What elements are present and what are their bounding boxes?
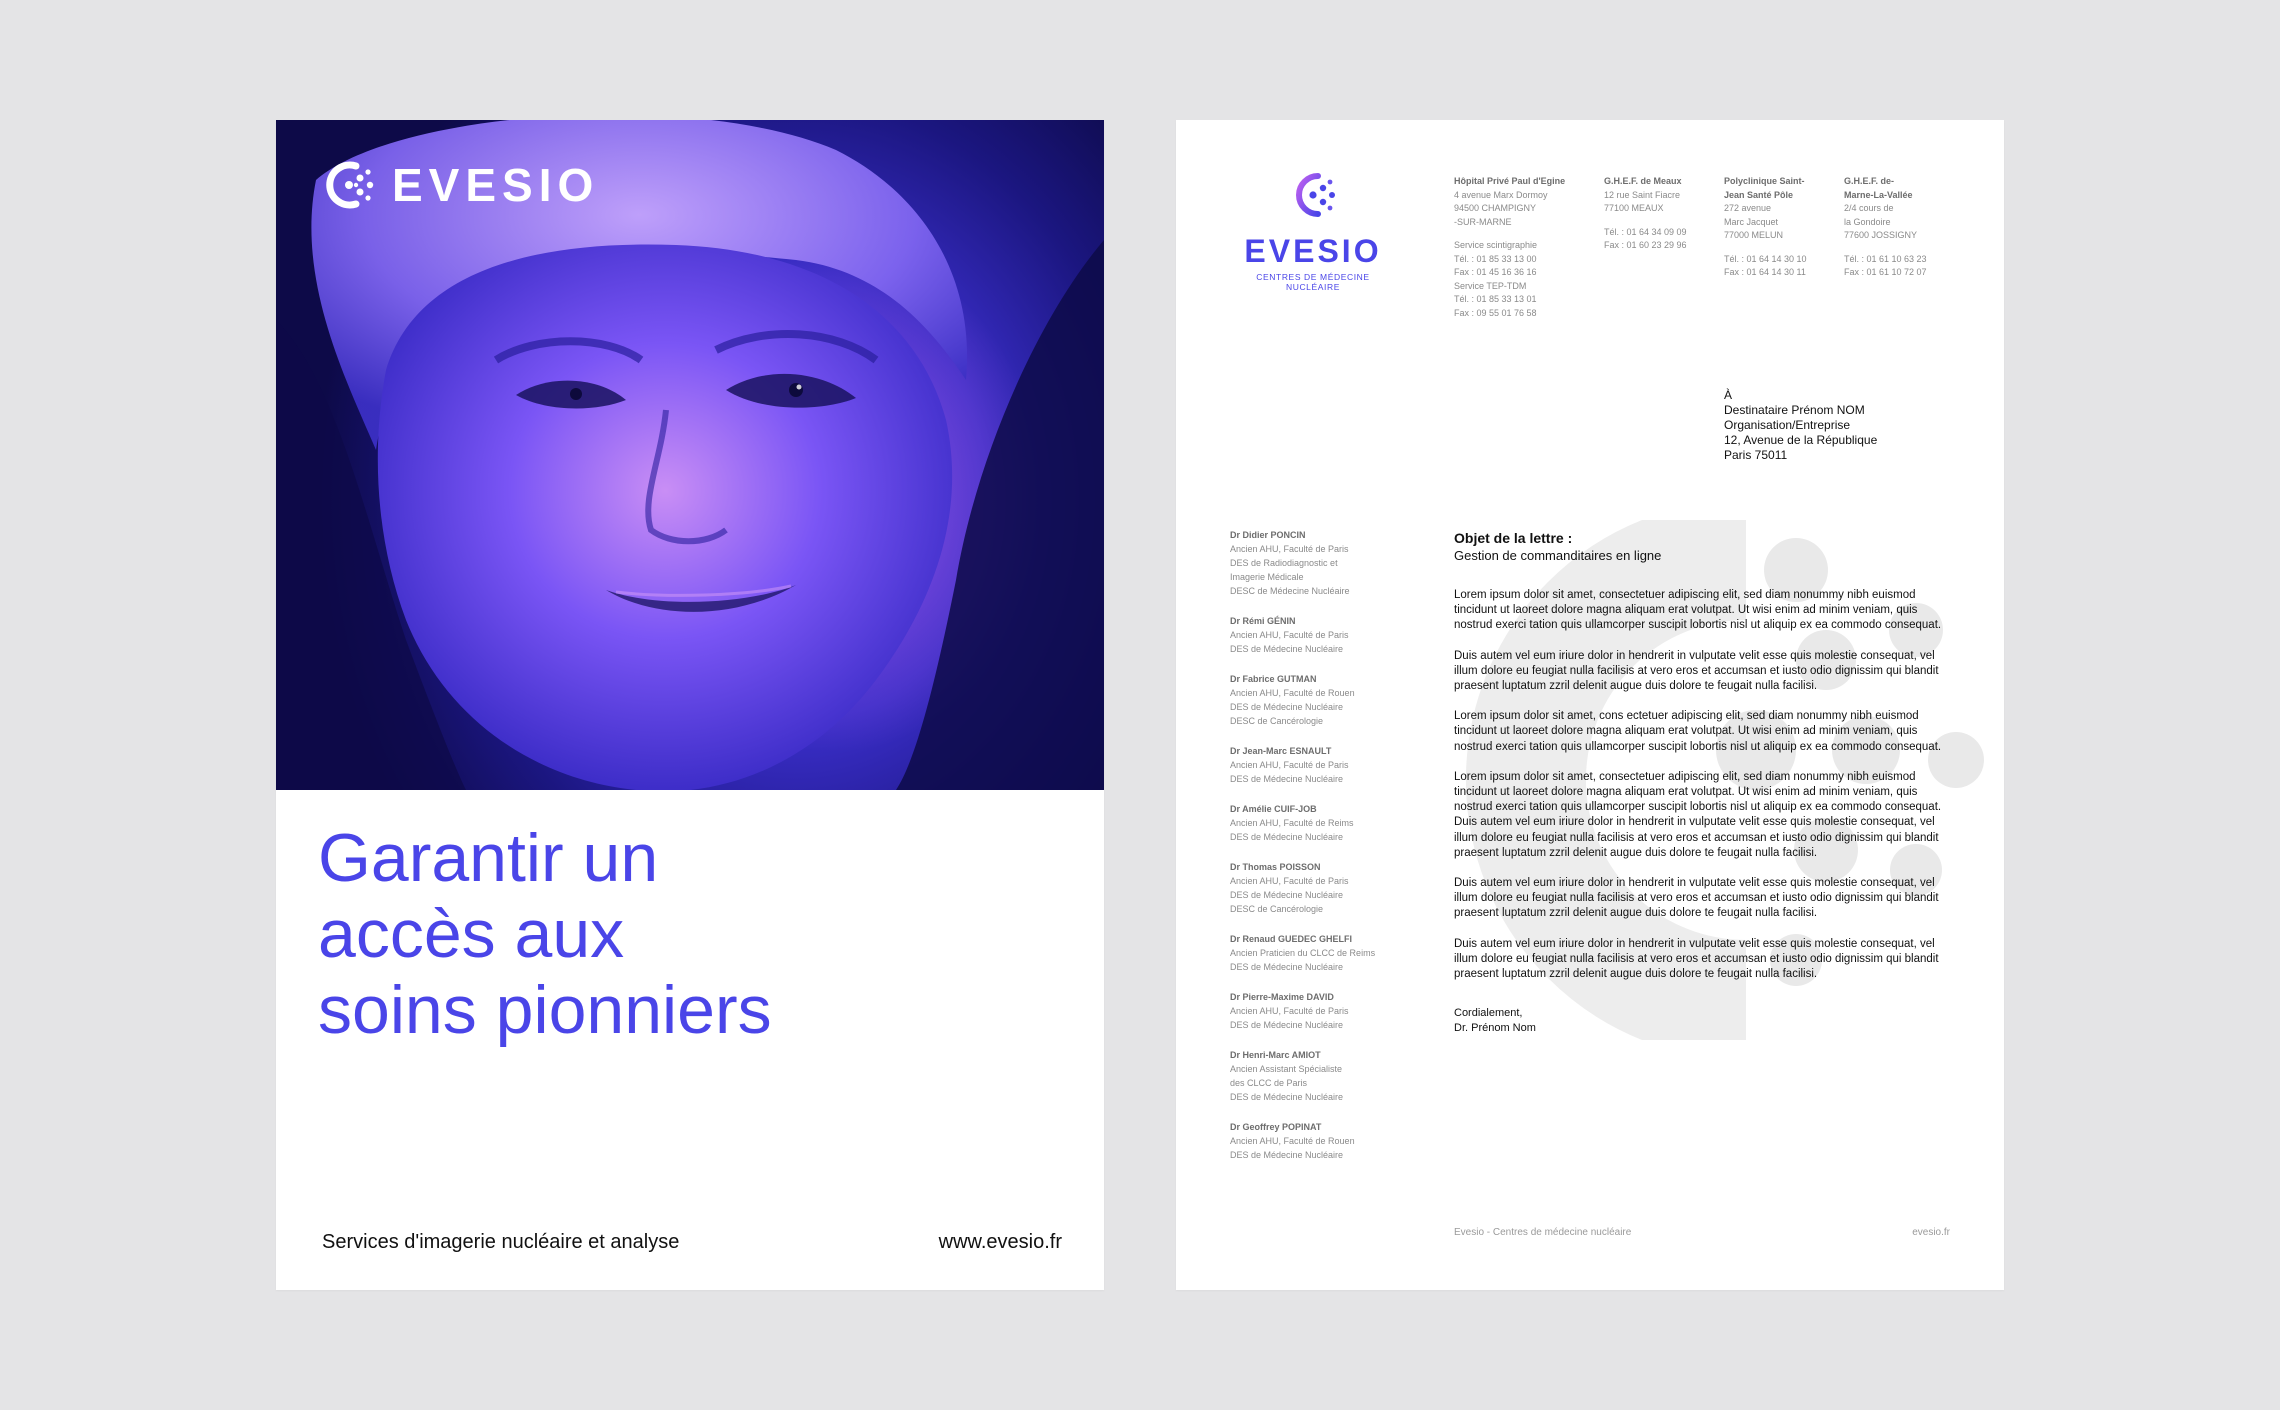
body-paragraph: Duis autem vel eum iriure dolor in hendrerit in vulputate velit esse quis molestie consequat, vel illum dolore eu feugiat nulla facilisis at vero eros et accumsan et iusto odio dignissim qui blandit praesent luptatum zzril delenit augue duis dolore te feugait nulla facilisi. bbox=[1454, 649, 1939, 693]
doctor-name: Dr Pierre-Maxime DAVID bbox=[1230, 992, 1334, 1002]
poster-headline bbox=[318, 820, 1058, 1048]
doctor-credential: DES de Médecine Nucléaire bbox=[1230, 890, 1344, 900]
contact-line: 4 avenue Marx Dormoy bbox=[1454, 189, 1548, 200]
doctor-name: Dr Henri-Marc AMIOT bbox=[1230, 1050, 1321, 1060]
letter-closing bbox=[1454, 1006, 1954, 1036]
doctor-credential: DES de Médecine Nucléaire bbox=[1230, 1092, 1344, 1102]
doctor-credential: DESC de Médecine Nucléaire bbox=[1230, 586, 1350, 596]
doctor-credential: des CLCC de Paris bbox=[1230, 1078, 1308, 1088]
poster-logo bbox=[320, 156, 599, 214]
letter-footer-company: Evesio - Centres de médecine nucléaire bbox=[1454, 1227, 1632, 1238]
headline-line: accès aux bbox=[318, 896, 625, 972]
portrait-photo bbox=[276, 120, 1104, 790]
doctor-credential: Ancien AHU, Faculté de Paris bbox=[1230, 544, 1349, 554]
body-paragraph: Lorem ipsum dolor sit amet, consectetuer adipiscing elit, sed diam nonummy nibh euismod tincidunt ut laoreet dolore magna aliquam erat volutpat. Ut wisi enim ad minim veniam, quis nostrud exerci tation quis ullamcorper suscipit lobortis nisl ut aliquip ex ea commodo consequat. Duis autem vel eum iriure dolor in hendrerit in vulputate velit esse quis molestie consequat, vel illum dolore eu feugiat nulla facilisis at vero eros et accumsan et iusto odio dignissim qui blandit praesent luptatum zzril delenit augue duis dolore te feugait nulla facilisi. bbox=[1454, 770, 1942, 859]
doctor-credential: Ancien AHU, Faculté de Paris bbox=[1230, 1006, 1349, 1016]
contact-line: 12 rue Saint Fiacre bbox=[1604, 189, 1681, 200]
body-paragraph: Duis autem vel eum iriure dolor in hendrerit in vulputate velit esse quis molestie consequat, vel illum dolore eu feugiat nulla facilisis at vero eros et accumsan et iusto odio dignissim qui blandit praesent luptatum zzril delenit augue duis dolore te feugait nulla facilisi. bbox=[1454, 937, 1939, 981]
doctor-credential: Ancien Assistant Spécialiste bbox=[1230, 1064, 1343, 1074]
letterhead-page bbox=[1176, 120, 2004, 1290]
doctor-name: Dr Geoffrey POPINAT bbox=[1230, 1122, 1322, 1132]
recipient-line: 12, Avenue de la République bbox=[1724, 433, 1878, 447]
doctor-entry bbox=[1230, 1120, 1410, 1162]
contact-line: 77100 MEAUX bbox=[1604, 203, 1664, 213]
contact-line: 2/4 cours de bbox=[1844, 203, 1894, 213]
doctor-entry bbox=[1230, 990, 1410, 1032]
letter-logo bbox=[1228, 168, 1398, 292]
contact-line: la Gondoire bbox=[1844, 216, 1891, 227]
contact-name: Polyclinique Saint- bbox=[1724, 176, 1805, 186]
contact-name: G.H.E.F. de- bbox=[1844, 176, 1895, 186]
letter-body bbox=[1454, 530, 1954, 1036]
doctor-entry bbox=[1230, 860, 1410, 916]
contact-block bbox=[1454, 175, 1604, 320]
body-paragraph: Lorem ipsum dolor sit amet, cons ectetuer adipiscing elit, sed diam nonummy nibh euismod tincidunt ut laoreet dolore magna aliquam erat volutpat. Ut wisi enim ad minim veniam, quis nostrud exerci tation quis ullamcorper suscipit lobortis nisl ut aliquip ex ea commodo consequat. bbox=[1454, 710, 1942, 753]
doctor-credential: Ancien AHU, Faculté de Rouen bbox=[1230, 1136, 1355, 1146]
doctor-name: Dr Amélie CUIF-JOB bbox=[1230, 804, 1317, 814]
recipient-line: À bbox=[1724, 388, 1733, 402]
contact-block bbox=[1604, 175, 1724, 320]
doctor-credential: DES de Médecine Nucléaire bbox=[1230, 774, 1344, 784]
contact-line: Service TEP-TDM bbox=[1454, 280, 1527, 291]
contact-fax: Fax : 01 61 10 72 07 bbox=[1844, 267, 1927, 277]
recipient-line: Destinataire Prénom NOM bbox=[1724, 403, 1865, 417]
contact-phone: Tél. : 01 64 14 30 10 bbox=[1724, 253, 1807, 264]
contact-name: G.H.E.F. de Meaux bbox=[1604, 176, 1682, 186]
doctor-credential: Ancien AHU, Faculté de Reims bbox=[1230, 818, 1354, 828]
portrait-illustration bbox=[276, 120, 1104, 790]
contact-line: Service scintigraphie bbox=[1454, 240, 1538, 250]
contact-phone: Tél. : 01 61 10 63 23 bbox=[1844, 253, 1927, 264]
doctor-credential: Ancien AHU, Faculté de Rouen bbox=[1230, 688, 1355, 698]
doctor-credential: DES de Médecine Nucléaire bbox=[1230, 832, 1344, 842]
contact-phone: Tél. : 01 64 34 09 09 bbox=[1604, 226, 1687, 237]
doctor-credential: DES de Radiodiagnostic et bbox=[1230, 558, 1338, 568]
contact-name: Marne-La-Vallée bbox=[1844, 189, 1913, 200]
doctor-name: Dr Jean-Marc ESNAULT bbox=[1230, 746, 1332, 756]
contact-name: Jean Santé Pôle bbox=[1724, 189, 1794, 200]
doctor-entry bbox=[1230, 672, 1410, 728]
recipient-line: Paris 75011 bbox=[1724, 448, 1788, 462]
subject-text: Gestion de commanditaires en ligne bbox=[1454, 548, 1662, 563]
contact-fax: Fax : 01 64 14 30 11 bbox=[1724, 267, 1806, 277]
doctor-name: Dr Didier PONCIN bbox=[1230, 530, 1306, 540]
doctor-credential: Ancien AHU, Faculté de Paris bbox=[1230, 876, 1349, 886]
doctor-name: Dr Rémi GÉNIN bbox=[1230, 616, 1296, 626]
contact-fax: Fax : 09 55 01 76 58 bbox=[1454, 307, 1537, 318]
doctor-credential: DES de Médecine Nucléaire bbox=[1230, 1150, 1344, 1160]
doctor-credential: Ancien AHU, Faculté de Paris bbox=[1230, 760, 1349, 770]
contact-line: 272 avenue bbox=[1724, 203, 1772, 213]
contact-name: Hôpital Privé Paul d'Egine bbox=[1454, 176, 1566, 186]
doctor-list bbox=[1230, 528, 1410, 1178]
headline-line: Garantir un bbox=[318, 820, 659, 896]
doctor-name: Dr Thomas POISSON bbox=[1230, 862, 1321, 872]
contact-block bbox=[1844, 175, 1954, 320]
letter-footer-url[interactable]: evesio.fr bbox=[1912, 1227, 1950, 1238]
recipient-address bbox=[1724, 388, 1877, 463]
atom-dots-icon bbox=[320, 156, 378, 214]
doctor-entry bbox=[1230, 614, 1410, 656]
signature-name: Dr. Prénom Nom bbox=[1454, 1022, 1536, 1035]
contact-line: Marc Jacquet bbox=[1724, 216, 1779, 227]
doctor-name: Dr Fabrice GUTMAN bbox=[1230, 674, 1317, 684]
poster-footer-url[interactable]: www.evesio.fr bbox=[938, 1231, 1062, 1253]
doctor-entry bbox=[1230, 528, 1410, 598]
closing-line: Cordialement, bbox=[1454, 1007, 1523, 1020]
doctor-entry bbox=[1230, 1048, 1410, 1104]
contact-phone: Tél. : 01 85 33 13 01 bbox=[1454, 294, 1537, 304]
body-paragraph: Lorem ipsum dolor sit amet, consectetuer adipiscing elit, sed diam nonummy nibh euismod tincidunt ut laoreet dolore magna aliquam erat volutpat. Ut wisi enim ad minim veniam, quis nostrud exerci tation quis ullamcorper suscipit lobortis nisl ut aliquip ex ea commodo consequat. bbox=[1454, 589, 1942, 632]
doctor-credential: Ancien Praticien du CLCC de Reims bbox=[1230, 948, 1376, 958]
contact-line: -SUR-MARNE bbox=[1454, 216, 1512, 227]
contact-line: 77600 JOSSIGNY bbox=[1844, 230, 1918, 240]
doctor-credential: DES de Médecine Nucléaire bbox=[1230, 644, 1344, 654]
doctor-credential: Ancien AHU, Faculté de Paris bbox=[1230, 630, 1349, 640]
doctor-name: Dr Renaud GUEDEC GHELFI bbox=[1230, 934, 1353, 944]
doctor-credential: DESC de Cancérologie bbox=[1230, 716, 1324, 726]
doctor-credential: Imagerie Médicale bbox=[1230, 572, 1304, 582]
doctor-entry bbox=[1230, 744, 1410, 786]
doctor-entry bbox=[1230, 802, 1410, 844]
doctor-entry bbox=[1230, 932, 1410, 974]
atom-dots-icon bbox=[1286, 168, 1340, 222]
recipient-line: Organisation/Entreprise bbox=[1724, 418, 1851, 432]
doctor-credential: DES de Médecine Nucléaire bbox=[1230, 702, 1344, 712]
contact-block bbox=[1724, 175, 1844, 320]
contact-line: 94500 CHAMPIGNY bbox=[1454, 203, 1537, 213]
subject-title: Objet de la lettre : bbox=[1454, 530, 1573, 546]
logo-wordmark: EVESIO bbox=[392, 159, 600, 211]
doctor-credential: DES de Médecine Nucléaire bbox=[1230, 962, 1344, 972]
contact-fax: Fax : 01 60 23 29 96 bbox=[1604, 240, 1687, 250]
contact-fax: Fax : 01 45 16 36 16 bbox=[1454, 267, 1537, 277]
logo-wordmark: EVESIO bbox=[1244, 233, 1382, 269]
doctor-credential: DESC de Cancérologie bbox=[1230, 904, 1324, 914]
doctor-credential: DES de Médecine Nucléaire bbox=[1230, 1020, 1344, 1030]
contact-phone: Tél. : 01 85 33 13 00 bbox=[1454, 253, 1537, 264]
poster-page bbox=[276, 120, 1104, 1290]
contact-line: 77000 MELUN bbox=[1724, 230, 1784, 240]
contact-columns bbox=[1454, 175, 1954, 320]
body-paragraph: Duis autem vel eum iriure dolor in hendrerit in vulputate velit esse quis molestie consequat, vel illum dolore eu feugiat nulla facilisis at vero eros et accumsan et iusto odio dignissim qui blandit praesent luptatum zzril delenit augue duis dolore te feugait nulla facilisi. bbox=[1454, 877, 1939, 920]
headline-line: soins pionniers bbox=[318, 972, 772, 1048]
logo-tagline: CENTRES DE MÉDECINE NUCLÉAIRE bbox=[1256, 272, 1370, 292]
poster-footer-tagline: Services d'imagerie nucléaire et analyse bbox=[322, 1231, 680, 1253]
